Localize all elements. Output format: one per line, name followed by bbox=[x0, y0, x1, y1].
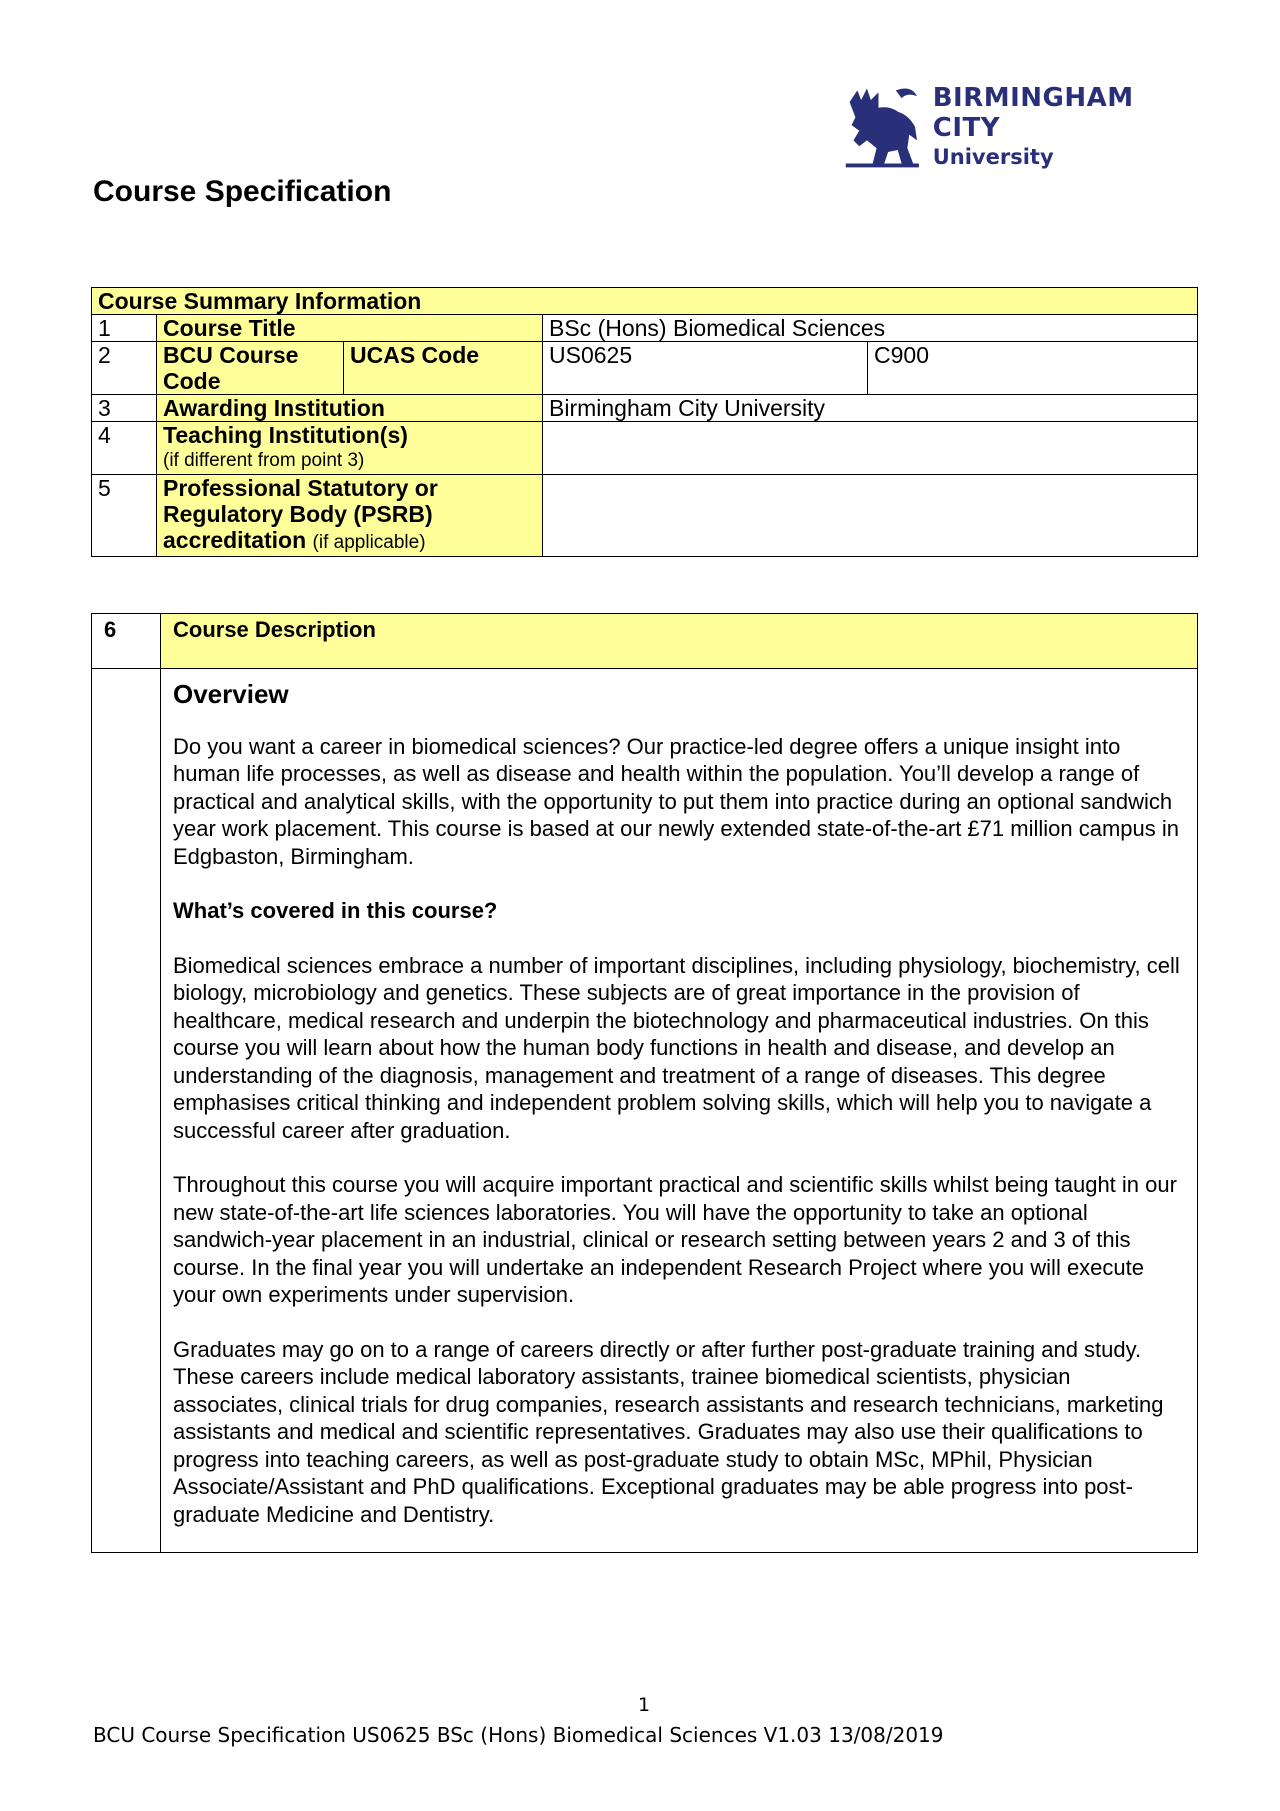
course-summary-table bbox=[91, 287, 1198, 557]
page-footer: BCU Course Specification US0625 BSc (Hons) Biomedical Sciences V1.03 13/08/2019 bbox=[93, 1723, 944, 1747]
course-description-header: Course Description bbox=[161, 614, 1198, 669]
logo-line1: BIRMINGHAM CITY bbox=[932, 83, 1134, 143]
covered-paragraph-3: Graduates may go on to a range of careers directly or after further post-graduate training and study. These careers include medical laboratory assistants, trainee biomedical scientists, physician associates, clinical trials for drug companies, research assistants and research technicians, marketing assistants and medical and scientific representatives. Graduates may also use their qualifications to progress into teaching careers, as well as post-graduate study to obtain MSc, MPhil, Physician Associate/Assistant and PhD qualifications. Exceptional graduates may be able progress into post-graduate Medicine and Dentistry. bbox=[173, 1336, 1164, 1527]
teaching-institution-note: (if different from point 3) bbox=[163, 450, 365, 471]
psrb-label-cell bbox=[157, 475, 543, 557]
covered-paragraph-2: Throughout this course you will acquire important practical and scientific skills whilst being taught in our new state-of-the-art life sciences laboratories. You will have the opportunity to take an optional sandwich-year placement in an industrial, clinical or research setting between years 2 and 3 of this course. In the final year you will undertake an independent Research Project where you will execute your own experiments under supervision. bbox=[173, 1172, 1177, 1307]
bcu-course-code-label: BCU Course Code bbox=[157, 342, 344, 395]
covered-heading: What’s covered in this course? bbox=[173, 898, 498, 923]
course-description-table bbox=[91, 613, 1198, 1553]
row-number: 6 bbox=[92, 614, 161, 669]
university-logo bbox=[840, 76, 1200, 176]
psrb-label: Professional Statutory or Regulatory Body (PSRB) accreditation bbox=[163, 475, 438, 553]
summary-header: Course Summary Information bbox=[92, 288, 1198, 315]
overview-heading: Overview bbox=[173, 679, 289, 709]
covered-paragraph-1: Biomedical sciences embrace a number of important disciplines, including physiology, biochemistry, cell biology, microbiology and genetics. These subjects are of great importance in the provision of healthcare, medical research and underpin the biotechnology and pharmaceutical industries. On this course you will learn about how the human body functions in health and disease, and develop an understanding of the diagnosis, management and treatment of a range of diseases. This degree emphasises critical thinking and independent problem solving skills, which will help you to navigate a successful career after graduation. bbox=[173, 952, 1180, 1143]
row-number: 1 bbox=[92, 315, 157, 342]
overview-paragraph: Do you want a career in biomedical sciences? Our practice-led degree offers a unique insight into human life processes, as well as disease and health within the population. You’ll develop a range of practical and analytical skills, with the opportunity to put them into practice during an optional sandwich year work placement. This course is based at our newly extended state-of-the-art £71 million campus in Edgbaston, Birmingham. bbox=[173, 733, 1179, 869]
lion-crest-icon bbox=[840, 81, 923, 171]
course-title-label: Course Title bbox=[157, 315, 543, 342]
empty-cell bbox=[92, 669, 161, 1553]
teaching-institution-value bbox=[543, 422, 1198, 475]
awarding-institution-value: Birmingham City University bbox=[543, 395, 1198, 422]
logo-line2: University bbox=[932, 145, 1054, 169]
row-number: 3 bbox=[92, 395, 157, 422]
course-title-value: BSc (Hons) Biomedical Sciences bbox=[543, 315, 1198, 342]
ucas-code-label: UCAS Code bbox=[344, 342, 543, 395]
teaching-institution-label-cell bbox=[157, 422, 543, 475]
course-description-body bbox=[161, 669, 1198, 1553]
page-title: Course Specification bbox=[93, 175, 392, 208]
awarding-institution-label: Awarding Institution bbox=[157, 395, 543, 422]
row-number: 5 bbox=[92, 475, 157, 557]
psrb-note: (if applicable) bbox=[312, 532, 426, 553]
psrb-value bbox=[543, 475, 1198, 557]
bcu-course-code-value: US0625 bbox=[543, 342, 868, 395]
row-number: 2 bbox=[92, 342, 157, 395]
teaching-institution-label: Teaching Institution(s) bbox=[163, 422, 408, 448]
row-number: 4 bbox=[92, 422, 157, 475]
ucas-code-value: C900 bbox=[868, 342, 1198, 395]
page-number: 1 bbox=[638, 1694, 651, 1716]
